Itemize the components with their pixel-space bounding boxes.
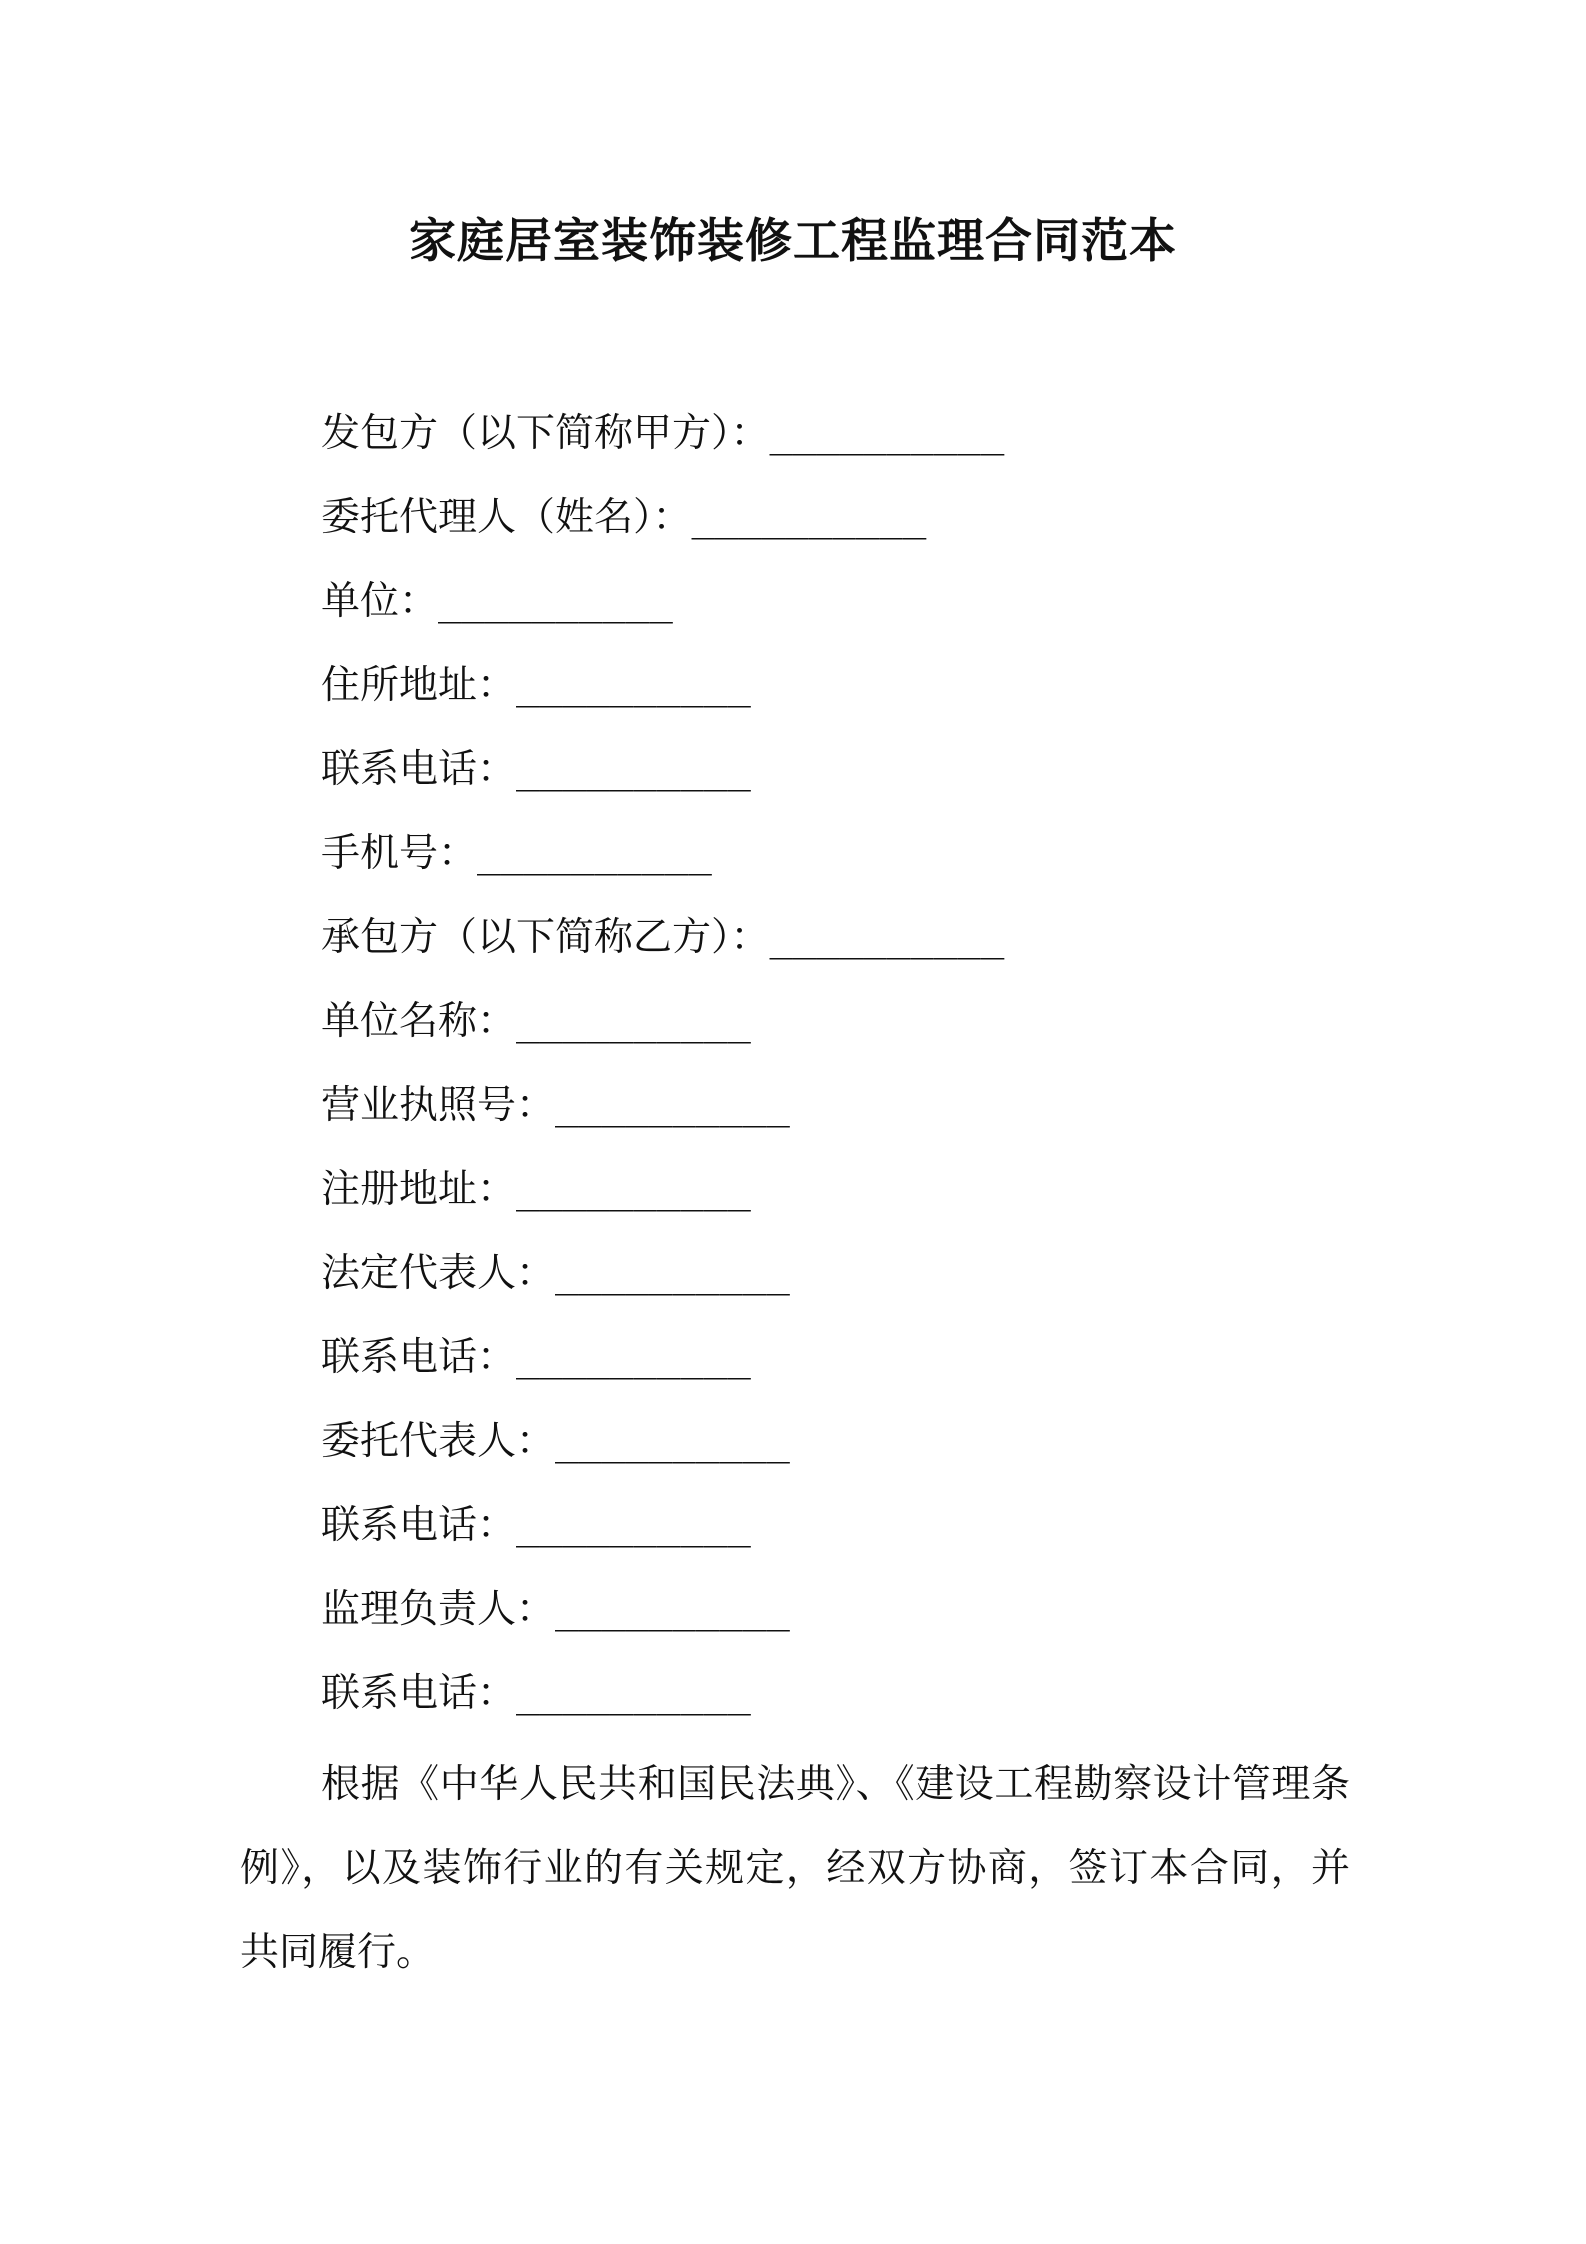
field-registered-address [321,1160,1421,1244]
field-label: 注册地址： [321,1167,517,1212]
field-blank: __________ [769,915,1005,960]
field-blank: __________ [555,1083,790,1128]
field-phone-a [321,740,1421,824]
field-blank: __________ [516,999,751,1044]
field-blank: __________ [555,1251,790,1296]
field-business-license [321,1076,1421,1160]
field-mobile [321,824,1421,908]
field-legal-representative [321,1244,1421,1328]
field-blank: __________ [438,579,673,624]
field-supervisor [321,1580,1421,1664]
field-label: 发包方（以下简称甲方）： [321,411,770,456]
field-unit [321,572,1421,656]
field-party-a [321,404,1421,488]
field-authorized-representative [321,1412,1421,1496]
field-label: 委托代表人： [321,1419,556,1464]
document-title: 家庭居室装饰装修工程监理合同范本 [409,214,1177,269]
field-blank: __________ [555,1419,790,1464]
field-label: 营业执照号： [321,1083,556,1128]
field-blank: __________ [516,1335,751,1380]
field-company-name [321,992,1421,1076]
field-label: 单位名称： [321,999,517,1044]
field-label: 联系电话： [321,1503,517,1548]
field-blank: __________ [516,1503,751,1548]
field-blank: __________ [516,747,751,792]
field-residence-address [321,656,1421,740]
field-phone-b1 [321,1328,1421,1412]
party-info-fields [321,404,1421,1748]
field-label: 联系电话： [321,1335,517,1380]
field-blank: __________ [769,411,1005,456]
contract-preamble-paragraph: 根据《中华人民共和国民法典》、《建设工程勘察设计管理条例》，以及装饰行业的有关规定，经双方协商，签订本合同，并共同履行。 [240,1762,1350,1975]
field-blank: __________ [516,1671,751,1716]
field-party-b [321,908,1421,992]
field-blank: __________ [477,831,712,876]
field-label: 委托代理人（姓名）： [321,495,692,540]
field-blank: __________ [555,1587,790,1632]
field-label: 单位： [321,579,439,624]
field-label: 承包方（以下简称乙方）： [321,915,770,960]
field-label: 联系电话： [321,1671,517,1716]
field-label: 监理负责人： [321,1587,556,1632]
field-phone-b2 [321,1496,1421,1580]
field-label: 手机号： [321,831,478,876]
field-label: 住所地址： [321,663,517,708]
field-phone-b3 [321,1664,1421,1748]
field-blank: __________ [516,1167,751,1212]
field-agent-name [321,488,1421,572]
field-label: 联系电话： [321,747,517,792]
field-blank: __________ [691,495,927,540]
field-label: 法定代表人： [321,1251,556,1296]
field-blank: __________ [516,663,751,708]
